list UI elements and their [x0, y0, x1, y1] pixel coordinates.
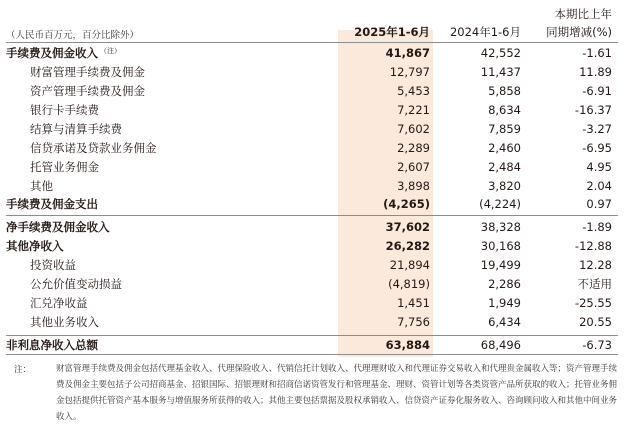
table-row	[0, 82, 644, 101]
section-divider-1	[6, 215, 618, 216]
value-change: 11.89	[579, 65, 612, 79]
row-label: 投资收益	[30, 258, 76, 272]
value-current: 12,797	[389, 65, 430, 79]
column-header-prior: 2024年1-6月	[449, 25, 521, 39]
value-change: -3.27	[582, 122, 612, 136]
value-prior: 3,820	[488, 179, 521, 193]
value-prior: 68,496	[480, 338, 521, 352]
value-change: -1.89	[582, 220, 612, 234]
value-current: 41,867	[385, 46, 430, 60]
value-change: 4.95	[586, 160, 612, 174]
value-current: 7,756	[397, 315, 430, 329]
value-current: 26,282	[385, 239, 430, 253]
value-prior: 2,484	[488, 160, 521, 174]
row-label: 净手续费及佣金收入	[6, 220, 110, 234]
table-row	[0, 294, 644, 313]
row-label: 汇兑净收益	[30, 296, 88, 310]
value-current: 1,451	[397, 296, 430, 310]
column-header-current: 2025年1-6月	[354, 25, 430, 39]
note-text: 财富管理手续费及佣金包括代理基金收入、代理保险收入、代销信托计划收入、代理理财收入和代理证券交易收入和代理贵金属收入等；资产管理手续费及佣金主要包括子公司招商基金、招银国际、招银理财和招商信诺资管发行和管理基金、理财、资管计划等各类资管产品所获取的收入；托管业务佣金包括提供托管资产基本服务与增值服务所获得的收入；其他主要包括票据及股权承销收入、信贷资产证券化服务收入、咨询顾问收入和其他中间业务收入。	[56, 364, 618, 422]
table-row	[0, 336, 644, 355]
note-label: 注：	[14, 365, 32, 375]
table-row	[0, 63, 644, 82]
table-row	[0, 275, 644, 294]
table-row	[0, 195, 644, 214]
value-prior: 1,949	[488, 296, 521, 310]
row-label: 银行卡手续费	[30, 103, 99, 117]
value-prior: (4,224)	[479, 197, 521, 211]
value-change: -6.91	[582, 84, 612, 98]
row-label: 财富管理手续费及佣金	[30, 65, 145, 79]
row-label: 公允价值变动损益	[30, 277, 122, 291]
table-row	[0, 237, 644, 256]
row-label: 非利息净收入总额	[6, 338, 98, 352]
value-change: 0.97	[586, 197, 612, 211]
value-change: 2.04	[586, 179, 612, 193]
row-label: 结算与清算手续费	[30, 122, 122, 136]
row-label-wrap	[6, 44, 121, 63]
value-current: 37,602	[385, 220, 430, 234]
value-prior: 38,328	[480, 220, 521, 234]
value-current: (4,819)	[388, 277, 430, 291]
table-row	[0, 177, 644, 196]
value-change: -6.95	[582, 141, 612, 155]
row-label: 其他净收入	[6, 239, 64, 253]
value-change: -25.55	[574, 296, 612, 310]
value-current: 7,221	[397, 103, 430, 117]
value-prior: 11,437	[480, 65, 521, 79]
value-change: 20.55	[579, 315, 612, 329]
row-label: 其他	[30, 179, 53, 193]
value-change: -16.37	[574, 103, 612, 117]
table-row	[0, 101, 644, 120]
unit-note: （人民币百万元，百分比除外）	[6, 30, 140, 41]
value-current: 2,607	[397, 160, 430, 174]
value-prior: 6,434	[488, 315, 521, 329]
row-label: 信贷承诺及贷款业务佣金	[30, 141, 157, 155]
value-prior: 42,552	[480, 46, 521, 60]
value-change: -1.61	[582, 46, 612, 60]
value-prior: 2,286	[488, 277, 521, 291]
table-row	[0, 158, 644, 177]
value-current: 7,602	[397, 122, 430, 136]
table-row	[0, 256, 644, 275]
value-prior: 2,460	[488, 141, 521, 155]
value-prior: 8,634	[488, 103, 521, 117]
row-label: 资产管理手续费及佣金	[30, 84, 145, 98]
column-header-change-line1: 本期比上年	[554, 7, 612, 21]
value-current: 63,884	[385, 338, 430, 352]
column-header-change-line2: 同期增减(%)	[546, 25, 612, 39]
value-change: 12.28	[579, 258, 612, 272]
value-change: -12.88	[574, 239, 612, 253]
row-label: 手续费及佣金支出	[6, 197, 98, 211]
table-row	[0, 218, 644, 237]
value-current: 3,898	[397, 179, 430, 193]
row-label: 手续费及佣金收入	[6, 46, 98, 60]
table-row	[0, 44, 644, 63]
table-row	[0, 139, 644, 158]
note-marker: （注）	[100, 47, 121, 55]
table-row	[0, 120, 644, 139]
row-label: 托管业务佣金	[30, 160, 99, 174]
value-prior: 19,499	[480, 258, 521, 272]
value-current: (4,265)	[383, 197, 430, 211]
table-row	[0, 313, 644, 332]
header-divider	[6, 42, 618, 43]
row-label: 其他业务收入	[30, 315, 99, 329]
value-prior: 5,858	[488, 84, 521, 98]
value-prior: 30,168	[480, 239, 521, 253]
value-change: -6.73	[582, 338, 612, 352]
value-current: 5,453	[397, 84, 430, 98]
value-prior: 7,859	[488, 122, 521, 136]
value-change: 不适用	[577, 277, 612, 291]
value-current: 21,894	[389, 258, 430, 272]
value-current: 2,289	[397, 141, 430, 155]
